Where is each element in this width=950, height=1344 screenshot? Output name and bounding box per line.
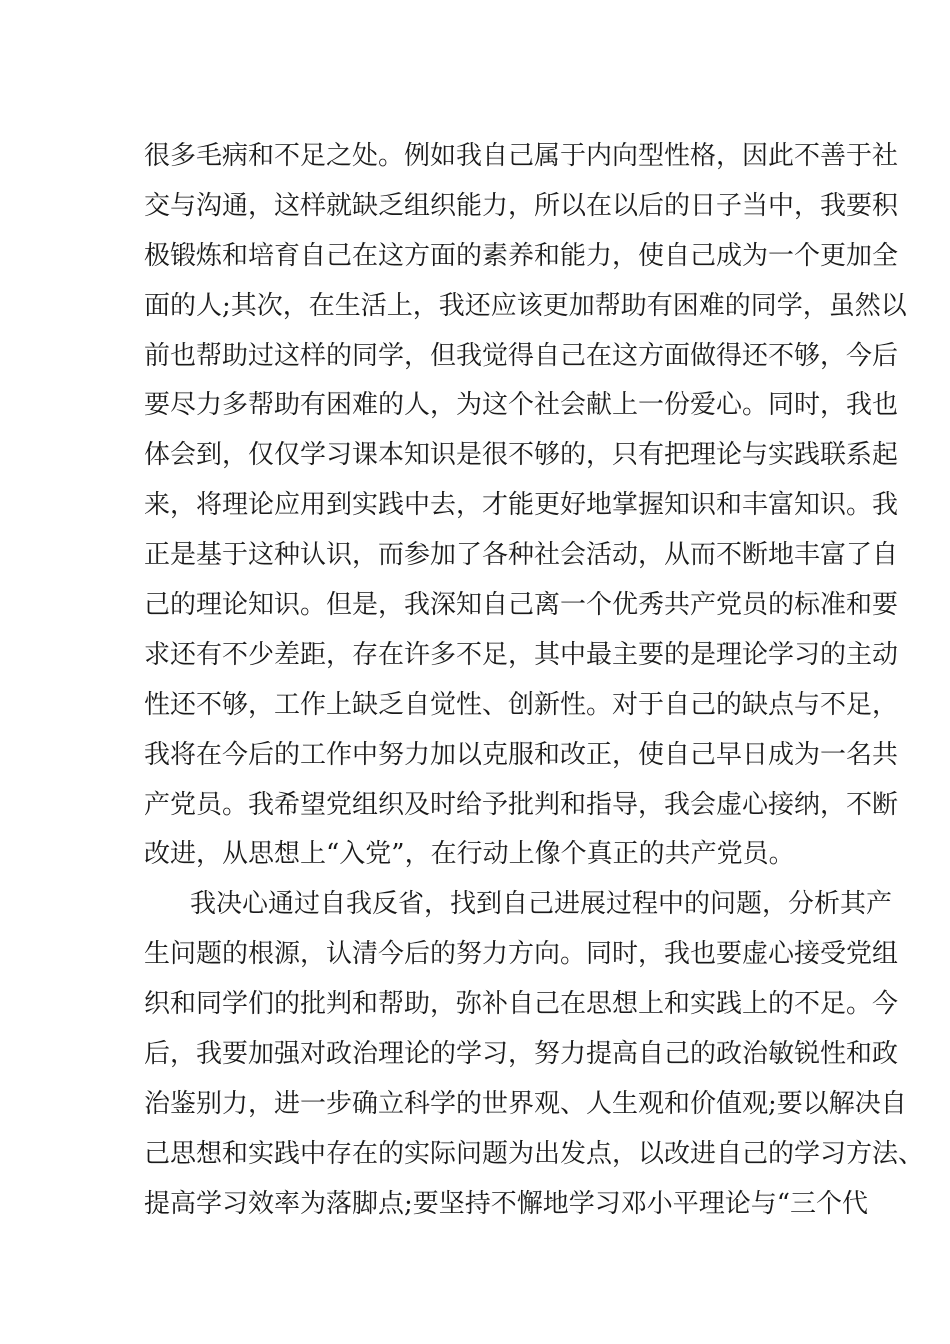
text-line: 很多毛病和不足之处。例如我自己属于内向型性格，因此不善于社 bbox=[144, 141, 899, 171]
text-line: 后，我要加强对政治理论的学习，努力提高自己的政治敏锐性和政 bbox=[144, 1039, 899, 1070]
text-line: 求还有不少差距，存在许多不足，其中最主要的是理论学习的主动 bbox=[144, 639, 899, 670]
text-line: 治鉴别力，进一步确立科学的世界观、人生观和价值观;要以解决自 bbox=[144, 1088, 907, 1119]
text-line: 织和同学们的批判和帮助，弥补自己在思想上和实践上的不足。今 bbox=[144, 989, 899, 1020]
text-line: 我将在今后的工作中努力加以克服和改正，使自己早日成为一名共 bbox=[144, 739, 899, 770]
text-line: 面的人;其次，在生活上，我还应该更加帮助有困难的同学，虽然以 bbox=[144, 290, 907, 321]
text-line: 提高学习效率为落脚点;要坚持不懈地学习邓小平理论与“三个代 bbox=[144, 1188, 869, 1219]
text-line: 生问题的根源，认清今后的努力方向。同时，我也要虚心接受党组 bbox=[144, 939, 899, 970]
paragraph-start-line: 我决心通过自我反省，找到自己进展过程中的问题，分析其产 bbox=[190, 889, 893, 920]
text-line: 己思想和实践中存在的实际问题为出发点，以改进自己的学习方法、 bbox=[144, 1138, 925, 1169]
text-line: 极锻炼和培育自己在这方面的素养和能力，使自己成为一个更加全 bbox=[144, 240, 899, 271]
text-line: 来，将理论应用到实践中去，才能更好地掌握知识和丰富知识。我 bbox=[144, 490, 899, 521]
text-line: 己的理论知识。但是，我深知自己离一个优秀共产党员的标准和要 bbox=[144, 590, 899, 621]
text-line: 性还不够，工作上缺乏自觉性、创新性。对于自己的缺点与不足， bbox=[144, 689, 899, 720]
text-line: 体会到，仅仅学习课本知识是很不够的，只有把理论与实践联系起 bbox=[144, 440, 899, 471]
text-line: 要尽力多帮助有困难的人，为这个社会献上一份爱心。同时，我也 bbox=[144, 390, 899, 421]
text-line: 前也帮助过这样的同学，但我觉得自己在这方面做得还不够，今后 bbox=[144, 340, 899, 371]
text-line: 改进，从思想上“入党”，在行动上像个真正的共产党员。 bbox=[144, 839, 795, 870]
text-line: 正是基于这种认识，而参加了各种社会活动，从而不断地丰富了自 bbox=[144, 540, 899, 571]
text-line: 产党员。我希望党组织及时给予批判和指导，我会虚心接纳，不断 bbox=[144, 789, 899, 820]
text-line: 交与沟通，这样就缺乏组织能力，所以在以后的日子当中，我要积 bbox=[144, 190, 899, 221]
body-text bbox=[144, 132, 925, 1230]
